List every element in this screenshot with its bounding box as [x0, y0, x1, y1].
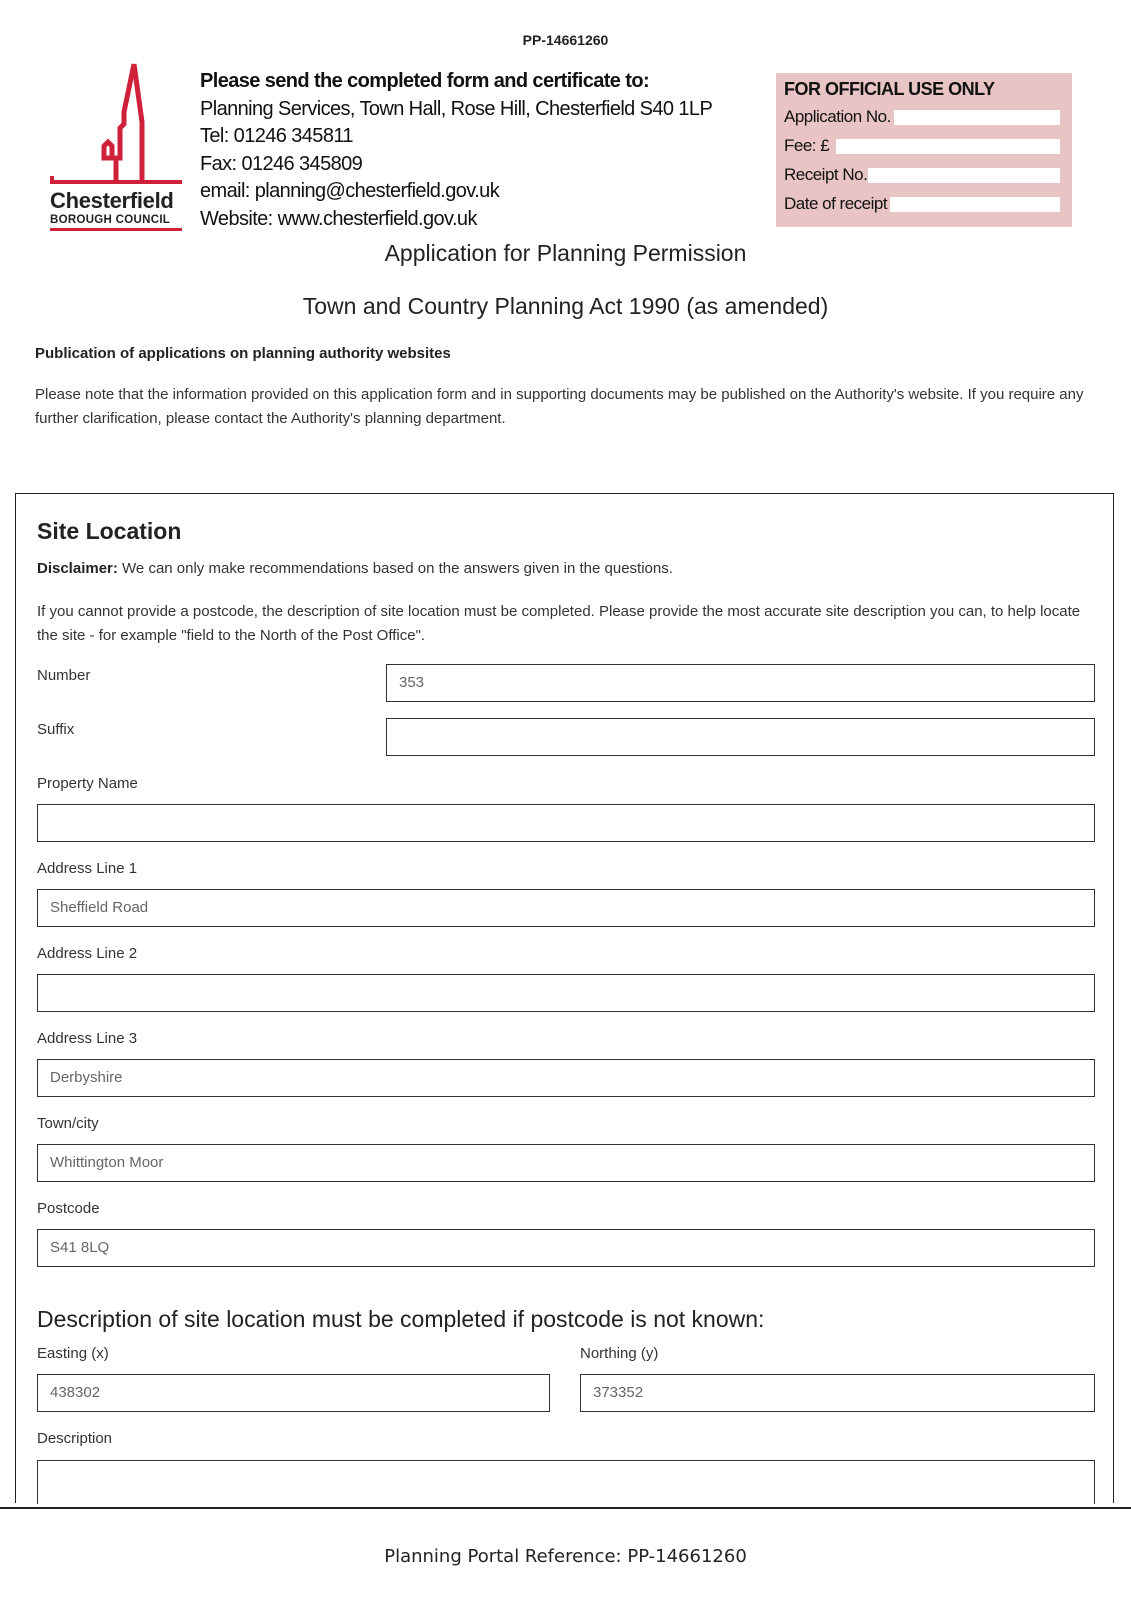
town-city-label: Town/city: [37, 1115, 99, 1132]
fee-label: Fee: £: [784, 136, 830, 155]
contact-tel: Tel: 01246 345811: [200, 125, 353, 147]
fee-field: [836, 139, 1060, 154]
contact-website: Website: www.chesterfield.gov.uk: [200, 207, 477, 230]
form-title: Application for Planning Permission: [384, 240, 747, 266]
date-of-receipt-field: [890, 197, 1060, 212]
logo-subtitle: BOROUGH COUNCIL: [50, 214, 171, 226]
page-bottom-rule: [0, 1507, 1131, 1509]
application-no-label: Application No.: [784, 107, 891, 126]
logo-name: Chesterfield: [50, 188, 174, 213]
contact-details: [200, 68, 712, 233]
postcode-field[interactable]: S41 8LQ: [37, 1229, 1095, 1267]
property-name-label: Property Name: [37, 775, 138, 792]
act-title: Town and Country Planning Act 1990 (as amended): [302, 293, 829, 319]
address-line-1-label: Address Line 1: [37, 860, 138, 877]
publication-title: Publication of applications on planning authority websites: [35, 345, 451, 362]
suffix-field[interactable]: [386, 718, 1095, 756]
suffix-label: Suffix: [37, 721, 75, 738]
date-of-receipt-label: Date of receipt: [784, 194, 888, 213]
easting-field[interactable]: 438302: [37, 1374, 550, 1412]
publication-text: Please note that the information provided on this application form and in supporting documents may be published on the Authority's website. If you require any further clarification, please contact the Authority's planning department.: [35, 386, 1084, 427]
disclaimer-label: Disclaimer:: [37, 560, 118, 577]
council-logo: [48, 62, 186, 232]
section-title: Site Location: [37, 518, 182, 544]
postcode-note: If you cannot provide a postcode, the description of site location must be completed. Please provide the most accurate site description you can, to help locate the site - for example "field to the North of the Post Office".: [37, 603, 1081, 644]
address-line-3-label: Address Line 3: [37, 1030, 138, 1047]
official-use-title: FOR OFFICIAL USE ONLY: [784, 79, 995, 99]
description-heading: Description of site location must be completed if postcode is not known:: [37, 1306, 765, 1332]
footer-reference: Planning Portal Reference: PP-14661260: [384, 1546, 747, 1567]
number-field[interactable]: 353: [386, 664, 1095, 702]
northing-field[interactable]: 373352: [580, 1374, 1095, 1412]
receipt-no-label: Receipt No.: [784, 165, 868, 184]
reference-number-top: PP-14661260: [522, 32, 609, 48]
address-line-2-field[interactable]: [37, 974, 1095, 1012]
address-line-3-field[interactable]: Derbyshire: [37, 1059, 1095, 1097]
property-name-field[interactable]: [37, 804, 1095, 842]
application-no-field: [894, 110, 1060, 125]
disclaimer: [37, 560, 673, 577]
official-use-box: [776, 73, 1072, 227]
easting-label: Easting (x): [37, 1345, 109, 1362]
contact-fax: Fax: 01246 345809: [200, 152, 363, 175]
number-label: Number: [37, 667, 91, 684]
logo-bottom-rule: [50, 228, 182, 231]
description-field[interactable]: [37, 1460, 1095, 1504]
church-spire-icon: [48, 62, 188, 186]
receipt-no-field: [868, 168, 1060, 183]
contact-address: Planning Services, Town Hall, Rose Hill, Chesterfield S40 1LP: [200, 97, 713, 120]
address-line-2-label: Address Line 2: [37, 945, 138, 962]
northing-label: Northing (y): [580, 1345, 659, 1362]
site-location-section: [15, 493, 1114, 1503]
address-line-1-field[interactable]: Sheffield Road: [37, 889, 1095, 927]
contact-heading: Please send the completed form and certificate to:: [200, 70, 650, 92]
disclaimer-text: We can only make recommendations based on the answers given in the questions.: [117, 560, 673, 577]
postcode-label: Postcode: [37, 1200, 100, 1217]
town-city-field[interactable]: Whittington Moor: [37, 1144, 1095, 1182]
description-label: Description: [37, 1430, 113, 1447]
contact-email: email: planning@chesterfield.gov.uk: [200, 180, 500, 202]
